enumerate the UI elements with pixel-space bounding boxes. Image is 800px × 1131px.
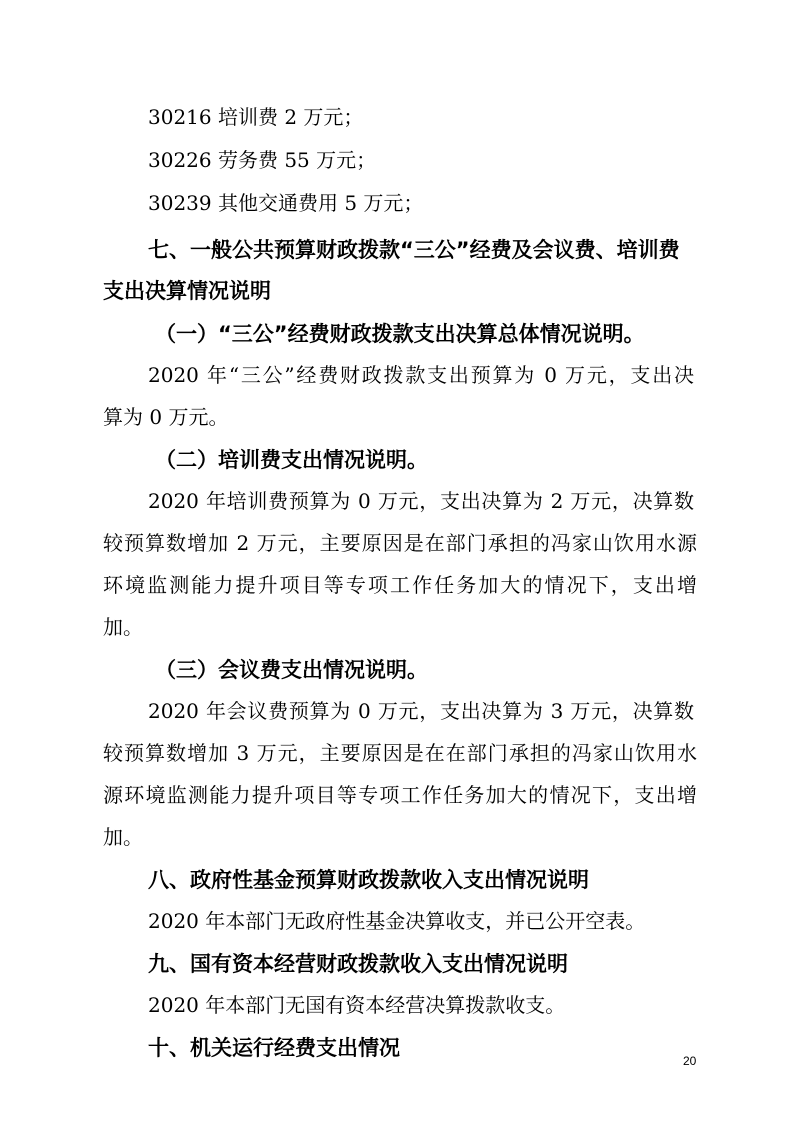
subsection-heading-2: （二）培训费支出情况说明。 (155, 448, 428, 472)
paragraph-1-line2: 算为 0 万元。 (103, 405, 229, 429)
expense-line-training: 30216 培训费 2 万元； (148, 105, 364, 129)
paragraph-1-line1 (148, 362, 694, 388)
section-heading-8: 八、政府性基金预算财政拨款收入支出情况说明 (148, 868, 589, 892)
paragraph-3-line4: 加。 (103, 825, 143, 849)
section-heading-7-line1: 七、一般公共预算财政拨款“三公”经费及会议费、培训费 (148, 238, 680, 262)
paragraph-2-line3-text: 环境监测能力提升项目等专项工作任务加大的情况下，支出增 (103, 573, 697, 597)
paragraph-2-line1 (148, 488, 694, 514)
paragraph-2-line3 (103, 572, 697, 598)
paragraph-3-line2-text: 较预算数增加 3 万元，主要原因是在在部门承担的冯家山饮用水 (103, 741, 697, 765)
paragraph-1-line1-text: 2020 年“三公”经费财政拨款支出预算为 0 万元，支出决 (148, 363, 694, 387)
paragraph-2-line2 (103, 530, 697, 556)
paragraph-2-line2-text: 较预算数增加 2 万元，主要原因是在部门承担的冯家山饮用水源 (103, 531, 697, 555)
subsection-heading-1: （一）“三公”经费财政拨款支出决算总体情况说明。 (155, 322, 645, 346)
section-heading-9: 九、国有资本经营财政拨款收入支出情况说明 (148, 952, 568, 976)
section-heading-7-line2: 支出决算情况说明 (103, 279, 271, 303)
paragraph-3-line2 (103, 740, 697, 766)
page-number: 20 (683, 1054, 697, 1068)
paragraph-8: 2020 年本部门无政府性基金决算收支，并已公开空表。 (148, 909, 646, 933)
paragraph-3-line1 (148, 698, 694, 724)
section-heading-10: 十、机关运行经费支出情况 (148, 1036, 400, 1060)
paragraph-9: 2020 年本部门无国有资本经营决算拨款收支。 (148, 993, 566, 1017)
paragraph-3-line3 (103, 782, 697, 808)
paragraph-2-line4: 加。 (103, 615, 143, 639)
expense-line-labor: 30226 劳务费 55 万元； (148, 148, 377, 172)
paragraph-3-line1-text: 2020 年会议费预算为 0 万元，支出决算为 3 万元，决算数 (148, 699, 694, 723)
subsection-heading-3: （三）会议费支出情况说明。 (155, 658, 428, 682)
paragraph-2-line1-text: 2020 年培训费预算为 0 万元，支出决算为 2 万元，决算数 (148, 489, 694, 513)
section-heading-7 (148, 237, 680, 263)
expense-line-transport: 30239 其他交通费用 5 万元； (148, 191, 424, 215)
paragraph-3-line3-text: 源环境监测能力提升项目等专项工作任务加大的情况下，支出增 (103, 783, 697, 807)
